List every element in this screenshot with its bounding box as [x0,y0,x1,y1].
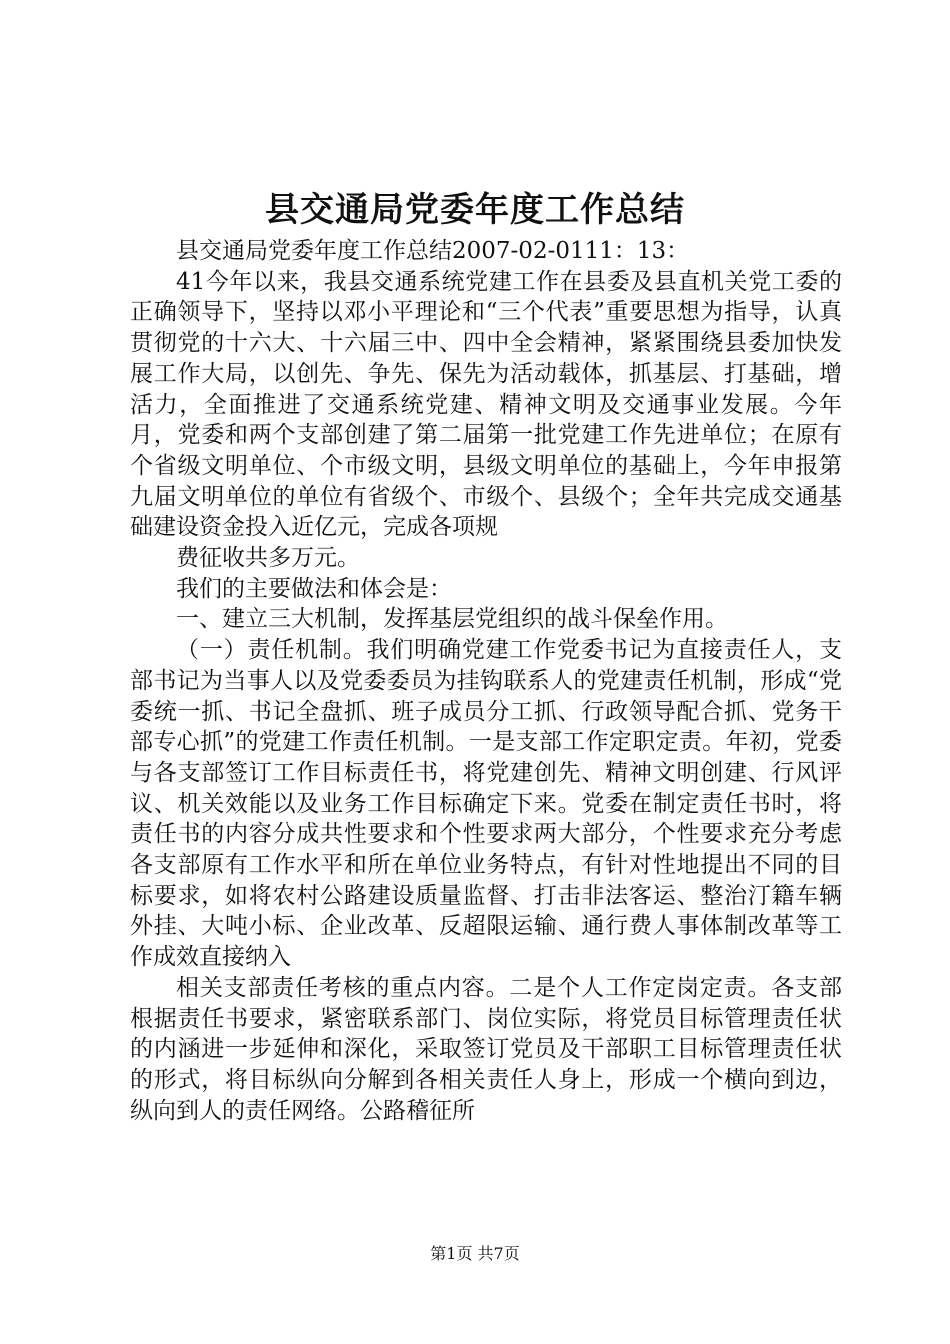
paragraph-intro: 41今年以来，我县交通系统党建工作在县委及县直机关党工委的正确领导下，坚持以邓小平理论和“三个代表”重要思想为指导，认真贯彻党的十六大、十六届三中、四中全会精神，紧紧围绕县委加快发展工作大局，以创先、争先、保先为活动载体，抓基层、打基础，增活力，全面推进了交通系统党建、精神文明及交通事业发展。今年月，党委和两个支部创建了第二届第一批党建工作先进单位；在原有个省级文明单位、个市级文明，县级文明单位的基础上，今年申报第九届文明单位的单位有省级个、市级个、县级个；全年共完成交通基础建设资金投入近亿元，完成各项规 [130,268,842,541]
paragraph-fees: 费征收共多万元。 [176,545,360,572]
paragraph-practices: 我们的主要做法和体会是： [176,575,452,602]
document-body [130,236,842,1126]
paragraph-section-one: 一、建立三大机制，发挥基层党组织的战斗保垒作用。 [176,606,728,633]
paragraph-header-line: 县交通局党委年度工作总结2007-02-0111：13： [176,238,690,264]
paragraph-personal-duty: 相关支部责任考核的重点内容。二是个人工作定岗定责。各支部根据责任书要求，紧密联系部门、岗位实际，将党员目标管理责任状的内涵进一步延伸和深化，采取签订党员及干部职工目标管理责任状的形式，将目标纵向分解到各相关责任人身上，形成一个横向到边，纵向到人的责任网络。公路稽征所 [130,974,842,1124]
paragraph-responsibility: （一）责任机制。我们明确党建工作党委书记为直接责任人，支部书记为当事人以及党委委员为挂钩联系人的党建责任机制，形成“党委统一抓、书记全盘抓、班子成员分工抓、行政领导配合抓、党务干部专心抓”的党建工作责任机制。一是支部工作定职定责。年初，党委与各支部签订工作目标责任书，将党建创先、精神文明创建、行风评议、机关效能以及业务工作目标确定下来。党委在制定责任书时，将责任书的内容分成共性要求和个性要求两大部分，个性要求充分考虑各支部原有工作水平和所在单位业务特点，有针对性地提出不同的目标要求，如将农村公路建设质量监督、打击非法客运、整治汀籍车辆外挂、大吨小标、企业改革、反超限运输、通行费人事体制改革等工作成效直接纳入 [130,637,842,971]
page-number-footer: 第1页 共7页 [430,1244,520,1263]
document-title: 县交通局党委年度工作总结 [265,190,685,230]
